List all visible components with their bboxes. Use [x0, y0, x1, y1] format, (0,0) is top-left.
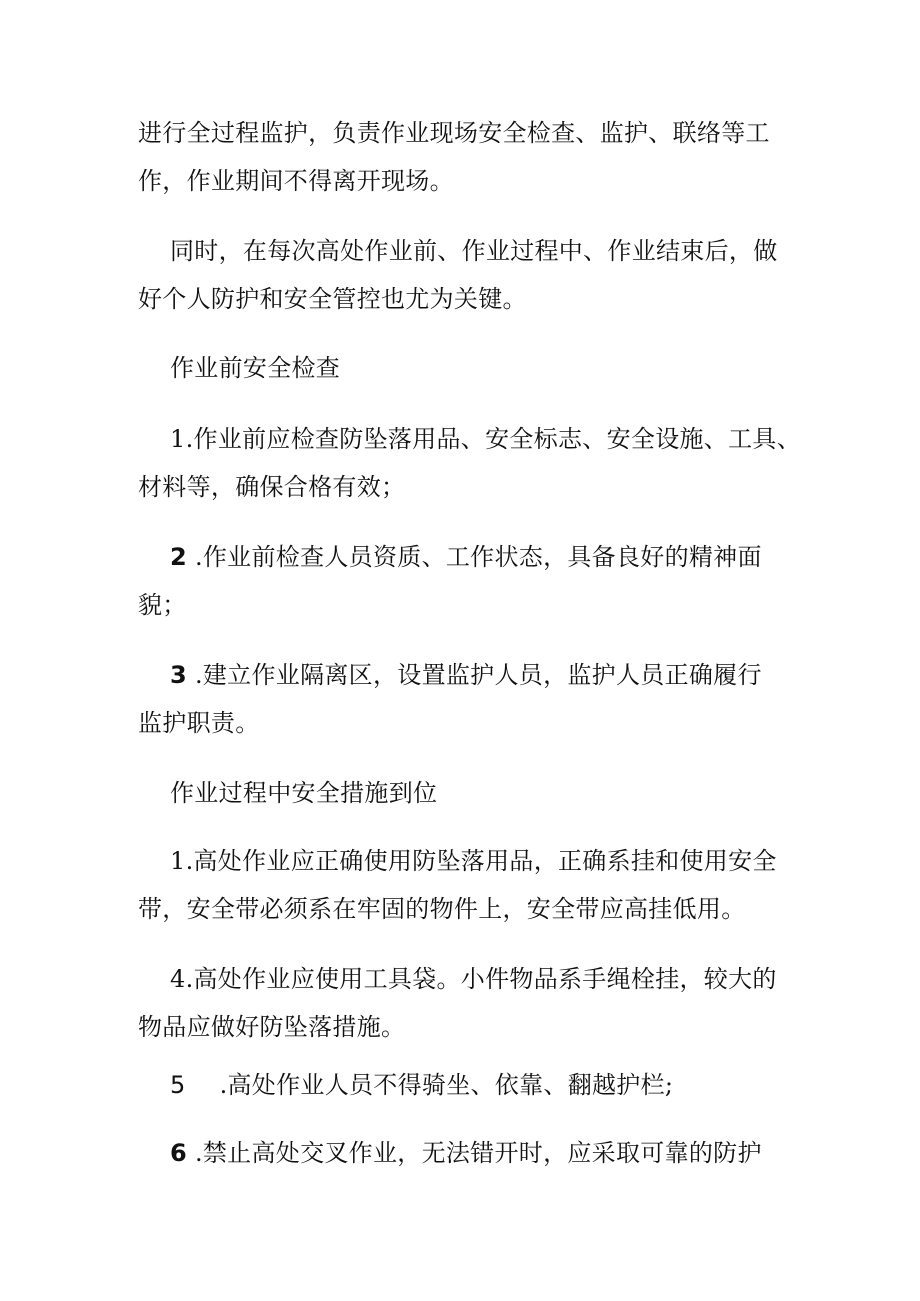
paragraph-line: 进行全过程监护，负责作业现场安全检查、监护、联络等工	[138, 119, 770, 147]
list-number: 3	[170, 661, 187, 689]
list-item-line: 1.高处作业应正确使用防坠落用品，正确系挂和使用安全	[170, 847, 777, 875]
list-item-line	[170, 1138, 830, 1168]
list-item-line	[170, 660, 830, 690]
section-heading: 作业前安全检查	[170, 354, 341, 382]
list-item-text: .禁止高处交叉作业，无法错开时，应采取可靠的防护	[194, 1139, 762, 1167]
section-heading: 作业过程中安全措施到位	[170, 779, 438, 807]
paragraph-line: 同时，在每次高处作业前、作业过程中、作业结束后，做	[170, 237, 778, 265]
list-item-line	[170, 542, 830, 572]
list-item-line: 材料等，确保合格有效；	[138, 473, 406, 501]
paragraph-line: 好个人防护和安全管控也尤为关键。	[138, 285, 527, 313]
list-item-line: 监护职责。	[138, 709, 260, 737]
list-item-text: .作业前检查人员资质、工作状态，具备良好的精神面	[194, 543, 762, 571]
list-item-line: 貌；	[138, 591, 187, 619]
list-item-line: 物品应做好防坠落措施。	[138, 1013, 406, 1041]
list-item-line: 1.作业前应检查防坠落用品、安全标志、安全设施、工具、	[170, 425, 801, 453]
list-item-text: .高处作业人员不得骑坐、依靠、翻越护栏;	[219, 1071, 674, 1099]
list-item-text: .建立作业隔离区，设置监护人员，监护人员正确履行	[194, 661, 762, 689]
list-item-line	[170, 1070, 830, 1100]
list-number: 5	[170, 1071, 186, 1099]
list-number: 2	[170, 543, 187, 571]
list-number: 6	[170, 1139, 187, 1167]
list-item-line: 带，安全带必须系在牢固的物件上，安全带应高挂低用。	[138, 895, 746, 923]
paragraph-line: 作，作业期间不得离开现场。	[138, 167, 454, 195]
list-item-line: 4.高处作业应使用工具袋。小件物品系手绳栓挂，较大的	[170, 965, 777, 993]
